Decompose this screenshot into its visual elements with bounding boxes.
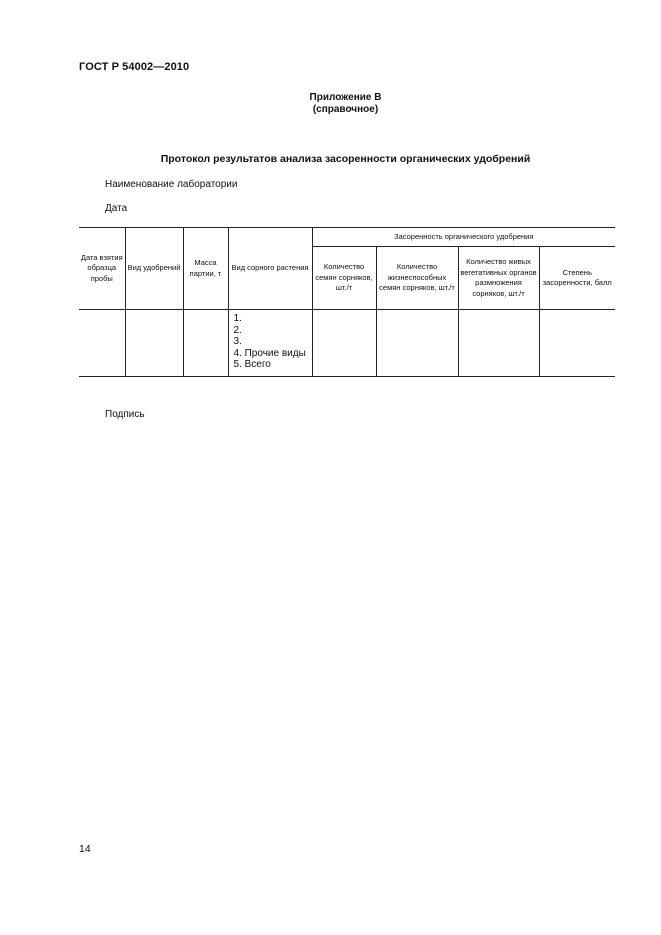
document-code: ГОСТ Р 54002—2010 [79,61,190,73]
protocol-table [79,227,615,377]
column-header-viable-seed-count: Количество жизнеспособных семян сорняков, шт./т [376,247,458,310]
table-cell [458,310,539,377]
protocol-title: Протокол результатов анализа засоренности органических удобрений [160,153,531,165]
table-row [79,310,615,377]
appendix-subtitle: (справочное) [312,104,379,115]
page-number: 14 [79,843,91,855]
table-cell [539,310,615,377]
date-label: Дата [105,203,128,214]
column-header-vegetative-organs: Количество живых вегетативных органов размножения сорняков, шт./т [458,247,539,310]
appendix-heading [0,92,661,116]
column-header-fertilizer-type: Вид удобрений [125,228,183,310]
column-header-contamination-degree: Степень засоренности, балл [539,247,615,310]
laboratory-label: Наименование лаборатории [105,179,238,190]
column-header-sample-date: Дата взятия образца пробы [79,228,125,310]
table-cell [183,310,228,377]
table-cell [312,310,376,377]
column-group-header-contamination: Засоренность органического удобрения [312,228,615,247]
list-item: 2. [233,324,242,336]
list-item: 1. [233,313,242,324]
table-cell [125,310,183,377]
signature-label: Подпись [105,409,145,420]
column-header-weed-species: Вид сорного растения [228,228,312,310]
weed-species-list [228,310,312,377]
list-item: 3. [233,336,242,347]
table-cell [376,310,458,377]
list-item: 4. Прочие виды [233,347,306,359]
list-item: 5. Всего [233,359,271,370]
column-header-batch-mass: Масса партии, т [183,228,228,310]
column-header-seed-count: Количество семян сорняков, шт./т [312,247,376,310]
table-cell [79,310,125,377]
appendix-title: Приложение В [309,92,382,103]
